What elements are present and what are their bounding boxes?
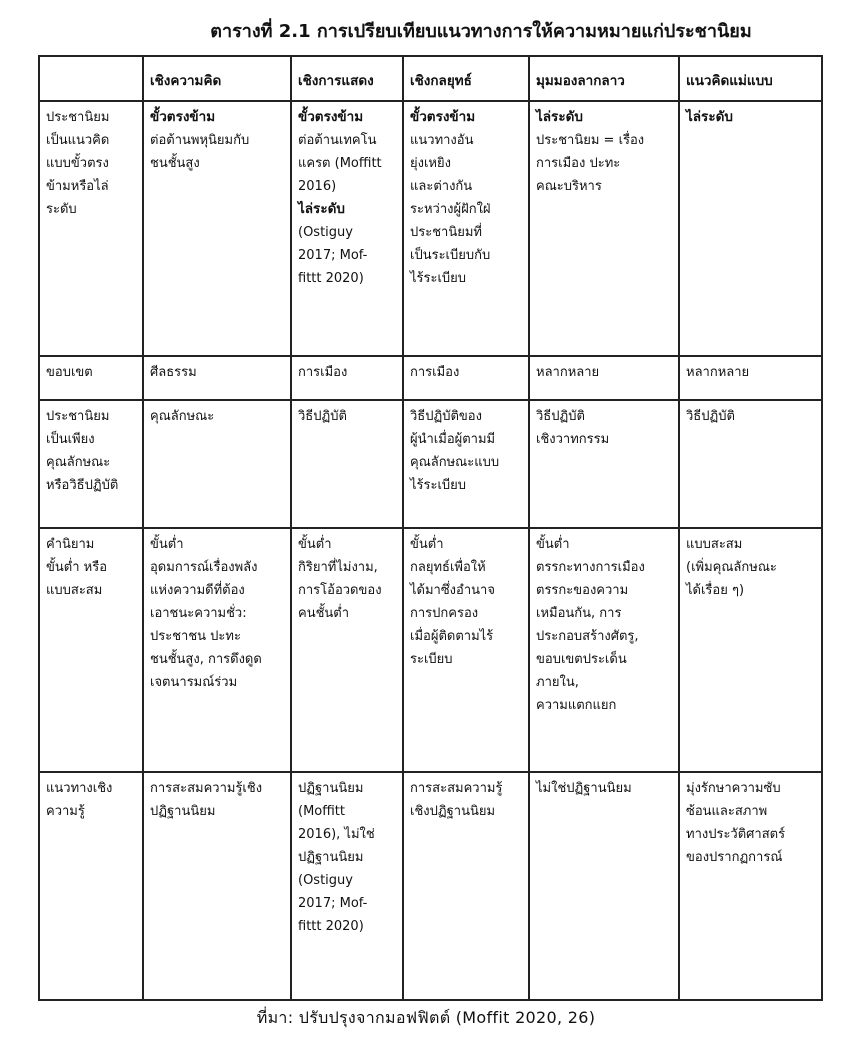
cell-line: ยุ่งเหยิง [410,156,451,171]
cell-heading: ไล่ระดับ [686,109,733,125]
cell-line: ภายใน, [536,675,579,690]
cell-line: ไร้ระเบียบ [410,271,467,286]
cell-line: ระหว่างผู้ฝักใฝ่ [410,202,491,217]
cell-line: เชิงวาทกรรม [536,432,610,447]
cell-line: ได้มาซึ่งอำนาจ [410,583,495,598]
table-cell [291,772,403,1000]
cell-line: ขั้นต่ำ [150,537,184,552]
cell-line: กิริยาที่ไม่งาม, [298,560,378,575]
row-label-cell [39,101,143,356]
table-cell [403,101,529,356]
cell-line: 2017; Mof- [298,896,368,911]
cell-line: ได้เรื่อย ๆ) [686,583,745,598]
cell-heading: ไล่ระดับ [298,201,345,217]
cell-line: ตรรกะของความ [536,583,629,598]
cell-line: ปฏิฐานนิยม [298,781,364,796]
table-cell [143,772,291,1000]
cell-line: (Ostiguy [298,873,353,888]
table-cell [529,356,679,400]
table-row [39,528,822,772]
cell-line: (Ostiguy [298,225,353,240]
cell-line: แบบสะสม [686,537,743,552]
cell-line: ผู้นำเมื่อผู้ตามมี [410,432,496,447]
cell-line: คุณลักษณะ [46,455,111,470]
table-cell [143,528,291,772]
cell-line: 2017; Mof- [298,248,368,263]
header-cell-empty [39,56,143,101]
cell-heading: ขั้วตรงข้าม [298,109,364,125]
table-cell [679,101,822,356]
table-cell [529,772,679,1000]
cell-heading: ขั้วตรงข้าม [150,109,216,125]
cell-line: ศีลธรรม [150,365,197,380]
table-row [39,356,822,400]
table-row [39,400,822,528]
cell-line: คำนิยาม [46,537,95,552]
table-row [39,101,822,356]
table-cell [143,400,291,528]
cell-line: เหมือนกัน, การ [536,606,622,621]
table-cell [529,528,679,772]
table-cell [291,356,403,400]
table-cell [679,400,822,528]
cell-line: ประชานิยม = เรื่อง [536,133,645,148]
row-label-cell [39,528,143,772]
table-cell [529,101,679,356]
cell-line: เป็นระเบียบกับ [410,248,491,263]
cell-line: ต่อต้านพหุนิยมกับ [150,133,250,148]
cell-line: วิธีปฏิบัติ [298,409,347,424]
cell-line: ข้ามหรือไล่ [46,179,109,194]
cell-line: ขั้นต่ำ หรือ [46,560,108,575]
cell-line: เมื่อผู้ติดตามไร้ [410,629,494,644]
cell-line: ประกอบสร้างศัตรู, [536,629,639,644]
header-cell-strategic: เชิงกลยุทธ์ [403,56,529,101]
cell-line: แนวทางอัน [410,133,474,148]
cell-line: ตรรกะทางการเมือง [536,560,645,575]
header-cell-archetype: แนวคิดแม่แบบ [679,56,822,101]
cell-line: ปฏิฐานนิยม [298,850,364,865]
cell-line: ต่อต้านเทคโน [298,133,377,148]
cell-line: fittt 2020) [298,919,364,934]
cell-line: มุ่งรักษาความซับ [686,781,781,796]
cell-line: การเมือง [298,365,348,380]
table-row [39,772,822,1000]
cell-line: ระดับ [46,202,77,217]
cell-line: ซ้อนและสภาพ [686,804,768,819]
header-cell-performative: เชิงการแสดง [291,56,403,101]
cell-line: การโอ้อวดของ [298,583,382,598]
cell-line: การเมือง ปะทะ [536,156,621,171]
cell-line: คุณลักษณะแบบ [410,455,500,470]
cell-line: หลากหลาย [536,365,600,380]
table-cell [291,528,403,772]
comparison-table [38,55,823,1001]
cell-line: เป็นเพียง [46,432,95,447]
cell-line: ประชาชน ปะทะ [150,629,241,644]
cell-line: ความแตกแยก [536,698,617,713]
cell-line: แครต (Moffitt [298,156,382,171]
cell-line: เป็นแนวคิด [46,133,110,148]
cell-line: ประชานิยม [46,409,110,424]
header-cell-laclauian: มุมมองลากลาว [529,56,679,101]
cell-line: หลากหลาย [686,365,750,380]
cell-line: เชิงปฏิฐานนิยม [410,804,496,819]
cell-line: ขอบเขต [46,365,93,380]
cell-line: ขอบเขตประเด็น [536,652,627,667]
table-caption: ตารางที่ 2.1 การเปรียบเทียบแนวทางการให้ความหมายแก่ประชานิยม [210,21,752,42]
cell-line: ขั้นต่ำ [298,537,332,552]
table-cell [403,772,529,1000]
cell-line: อุดมการณ์เรื่องพลัง [150,560,258,575]
table-cell [403,356,529,400]
source-note: ที่มา: ปรับปรุงจากมอฟฟิตต์ (Moffit 2020, 26) [256,1008,596,1027]
cell-line: 2016) [298,179,337,194]
cell-line: การเมือง [410,365,460,380]
table-cell [679,356,822,400]
cell-line: ระเบียบ [410,652,453,667]
cell-line: วิธีปฏิบัติของ [410,409,482,424]
table-cell [403,400,529,528]
cell-line: ของปรากฏการณ์ [686,850,783,865]
row-label-cell [39,772,143,1000]
table-cell [143,101,291,356]
cell-line: เอาชนะความชั่ว: [150,606,247,621]
cell-line: ทางประวัติศาสตร์ [686,827,786,842]
row-label-cell [39,400,143,528]
table-cell [403,528,529,772]
cell-line: หรือวิธีปฏิบัติ [46,478,119,493]
cell-line: ขั้นต่ำ [536,537,570,552]
table-cell [291,101,403,356]
header-cell-ideational: เชิงความคิด [143,56,291,101]
cell-line: (Moffitt [298,804,346,819]
cell-line: fittt 2020) [298,271,364,286]
cell-line: ชนชั้นสูง, การดึงดูด [150,652,262,667]
cell-line: คนชั้นต่ำ [298,606,350,621]
cell-line: ประชานิยมที่ [410,225,482,240]
cell-line: ไม่ใช่ปฏิฐานนิยม [536,781,632,796]
cell-line: การสะสมความรู้เชิง [150,781,263,796]
cell-line: วิธีปฏิบัติ [536,409,585,424]
cell-line: เจตนารมณ์ร่วม [150,675,238,690]
cell-line: แนวทางเชิง [46,781,113,796]
cell-line: แบบขั้วตรง [46,156,109,171]
table-cell [679,528,822,772]
cell-line: กลยุทธ์เพื่อให้ [410,560,486,575]
cell-heading: ขั้วตรงข้าม [410,109,476,125]
cell-line: แบบสะสม [46,583,103,598]
cell-line: ประชานิยม [46,110,110,125]
cell-line: ขั้นต่ำ [410,537,444,552]
cell-line: และต่างกัน [410,179,473,194]
cell-line: ชนชั้นสูง [150,156,200,171]
table-cell [291,400,403,528]
cell-line: คุณลักษณะ [150,409,215,424]
row-label-cell [39,356,143,400]
cell-line: ความรู้ [46,804,85,819]
cell-line: ปฏิฐานนิยม [150,804,216,819]
cell-line: แห่งความดีที่ต้อง [150,583,245,598]
table-cell [679,772,822,1000]
cell-line: วิธีปฏิบัติ [686,409,735,424]
cell-line: ไร้ระเบียบ [410,478,467,493]
cell-line: 2016), ไม่ใช่ [298,827,375,842]
header-row [39,56,822,101]
cell-line: คณะบริหาร [536,179,602,194]
table-cell [143,356,291,400]
cell-heading: ไล่ระดับ [536,109,583,125]
cell-line: การสะสมความรู้ [410,781,503,796]
cell-line: (เพิ่มคุณลักษณะ [686,560,777,575]
cell-line: การปกครอง [410,606,479,621]
table-cell [529,400,679,528]
